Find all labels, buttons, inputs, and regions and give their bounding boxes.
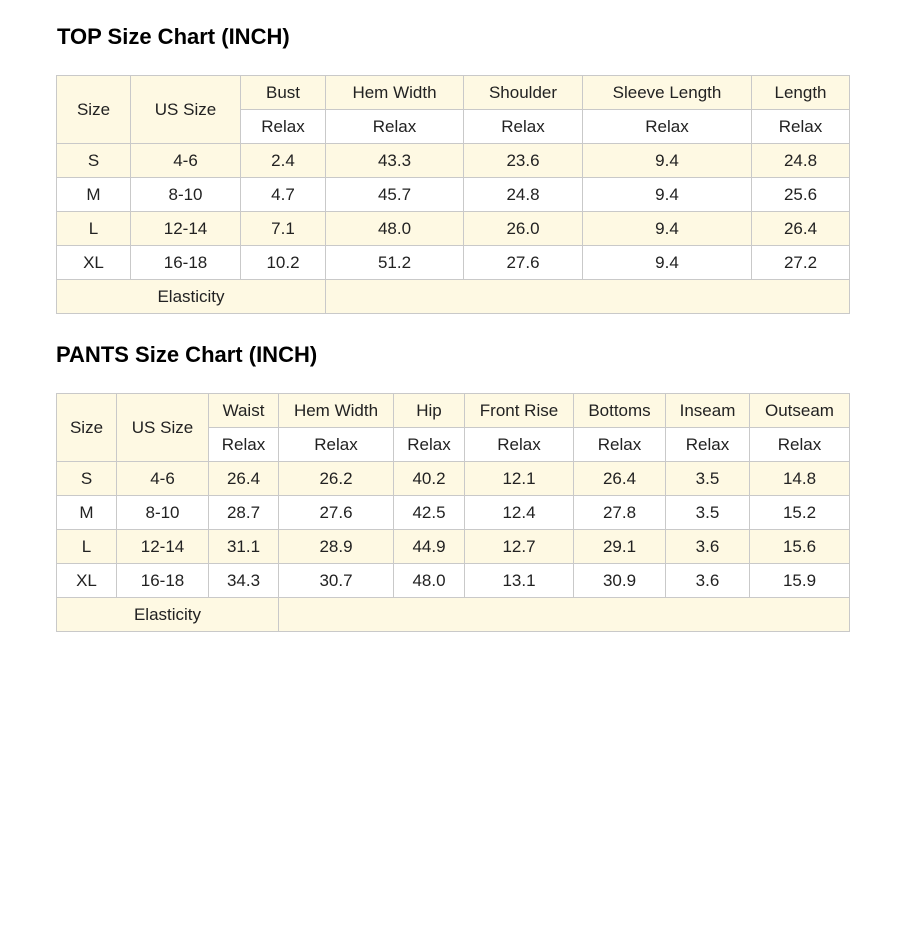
header-row: [57, 394, 850, 428]
measure-header-shoulder: Shoulder: [464, 76, 583, 110]
value-cell: 24.8: [464, 178, 583, 212]
value-cell: 3.6: [666, 564, 750, 598]
value-cell: 30.7: [279, 564, 394, 598]
elasticity-label: Elasticity: [57, 280, 326, 314]
value-cell: 9.4: [583, 178, 752, 212]
fit-label: Relax: [666, 428, 750, 462]
value-cell: 31.1: [209, 530, 279, 564]
value-cell: 10.2: [241, 246, 326, 280]
value-cell: 40.2: [394, 462, 465, 496]
value-cell: 3.6: [666, 530, 750, 564]
table-row: [57, 462, 850, 496]
value-cell: 25.6: [752, 178, 850, 212]
table-row: [57, 212, 850, 246]
table-row: [57, 496, 850, 530]
table-row: [57, 246, 850, 280]
value-cell: 7.1: [241, 212, 326, 246]
value-cell: 28.9: [279, 530, 394, 564]
elasticity-label: Elasticity: [57, 598, 279, 632]
fit-label: Relax: [394, 428, 465, 462]
fit-label: Relax: [750, 428, 850, 462]
value-cell: 48.0: [326, 212, 464, 246]
measure-header-outseam: Outseam: [750, 394, 850, 428]
value-cell: 12.1: [465, 462, 574, 496]
value-cell: 23.6: [464, 144, 583, 178]
top-size-chart-title: TOP Size Chart (INCH): [57, 24, 290, 49]
fit-label: Relax: [465, 428, 574, 462]
value-cell: 27.6: [464, 246, 583, 280]
value-cell: 45.7: [326, 178, 464, 212]
value-cell: 27.8: [574, 496, 666, 530]
us-size-cell: 4-6: [131, 144, 241, 178]
fit-label: Relax: [209, 428, 279, 462]
table-row: [57, 564, 850, 598]
value-cell: 26.4: [209, 462, 279, 496]
us-size-cell: 4-6: [117, 462, 209, 496]
fit-label: Relax: [574, 428, 666, 462]
measure-header-waist: Waist: [209, 394, 279, 428]
top-size-table: [56, 75, 850, 314]
value-cell: 29.1: [574, 530, 666, 564]
value-cell: 44.9: [394, 530, 465, 564]
value-cell: 12.4: [465, 496, 574, 530]
value-cell: 42.5: [394, 496, 465, 530]
value-cell: 51.2: [326, 246, 464, 280]
value-cell: 26.2: [279, 462, 394, 496]
us-size-cell: 8-10: [131, 178, 241, 212]
us-size-cell: 8-10: [117, 496, 209, 530]
value-cell: 9.4: [583, 246, 752, 280]
size-cell: S: [57, 144, 131, 178]
value-cell: 34.3: [209, 564, 279, 598]
header-row: [57, 76, 850, 110]
us-size-header: US Size: [131, 76, 241, 144]
value-cell: 9.4: [583, 144, 752, 178]
value-cell: 2.4: [241, 144, 326, 178]
value-cell: 15.9: [750, 564, 850, 598]
value-cell: 28.7: [209, 496, 279, 530]
fit-label: Relax: [326, 110, 464, 144]
fit-label: Relax: [279, 428, 394, 462]
size-header: Size: [57, 76, 131, 144]
value-cell: 15.2: [750, 496, 850, 530]
size-cell: M: [57, 496, 117, 530]
size-cell: L: [57, 530, 117, 564]
measure-header-length: Length: [752, 76, 850, 110]
size-cell: M: [57, 178, 131, 212]
pants-size-chart-title: PANTS Size Chart (INCH): [56, 342, 318, 367]
value-cell: 14.8: [750, 462, 850, 496]
value-cell: 26.0: [464, 212, 583, 246]
value-cell: 26.4: [752, 212, 850, 246]
value-cell: 26.4: [574, 462, 666, 496]
us-size-cell: 12-14: [117, 530, 209, 564]
value-cell: 27.2: [752, 246, 850, 280]
table-row: [57, 178, 850, 212]
us-size-header: US Size: [117, 394, 209, 462]
value-cell: 27.6: [279, 496, 394, 530]
size-cell: XL: [57, 246, 131, 280]
table-row: [57, 144, 850, 178]
size-cell: L: [57, 212, 131, 246]
elasticity-value: [326, 280, 850, 314]
fit-label: Relax: [464, 110, 583, 144]
value-cell: 48.0: [394, 564, 465, 598]
us-size-cell: 16-18: [117, 564, 209, 598]
measure-header-hem-width: Hem Width: [279, 394, 394, 428]
us-size-cell: 12-14: [131, 212, 241, 246]
fit-label: Relax: [583, 110, 752, 144]
value-cell: 4.7: [241, 178, 326, 212]
value-cell: 24.8: [752, 144, 850, 178]
table-row: [57, 530, 850, 564]
value-cell: 43.3: [326, 144, 464, 178]
fit-label: Relax: [752, 110, 850, 144]
measure-header-hem-width: Hem Width: [326, 76, 464, 110]
fit-label: Relax: [241, 110, 326, 144]
value-cell: 15.6: [750, 530, 850, 564]
size-cell: XL: [57, 564, 117, 598]
elasticity-value: [279, 598, 850, 632]
pants-size-table: [56, 393, 850, 632]
measure-header-hip: Hip: [394, 394, 465, 428]
measure-header-inseam: Inseam: [666, 394, 750, 428]
measure-header-front-rise: Front Rise: [465, 394, 574, 428]
elasticity-row: [57, 598, 850, 632]
elasticity-row: [57, 280, 850, 314]
value-cell: 13.1: [465, 564, 574, 598]
measure-header-bust: Bust: [241, 76, 326, 110]
value-cell: 12.7: [465, 530, 574, 564]
us-size-cell: 16-18: [131, 246, 241, 280]
value-cell: 3.5: [666, 496, 750, 530]
value-cell: 3.5: [666, 462, 750, 496]
measure-header-bottoms: Bottoms: [574, 394, 666, 428]
size-header: Size: [57, 394, 117, 462]
value-cell: 30.9: [574, 564, 666, 598]
value-cell: 9.4: [583, 212, 752, 246]
size-cell: S: [57, 462, 117, 496]
measure-header-sleeve-length: Sleeve Length: [583, 76, 752, 110]
